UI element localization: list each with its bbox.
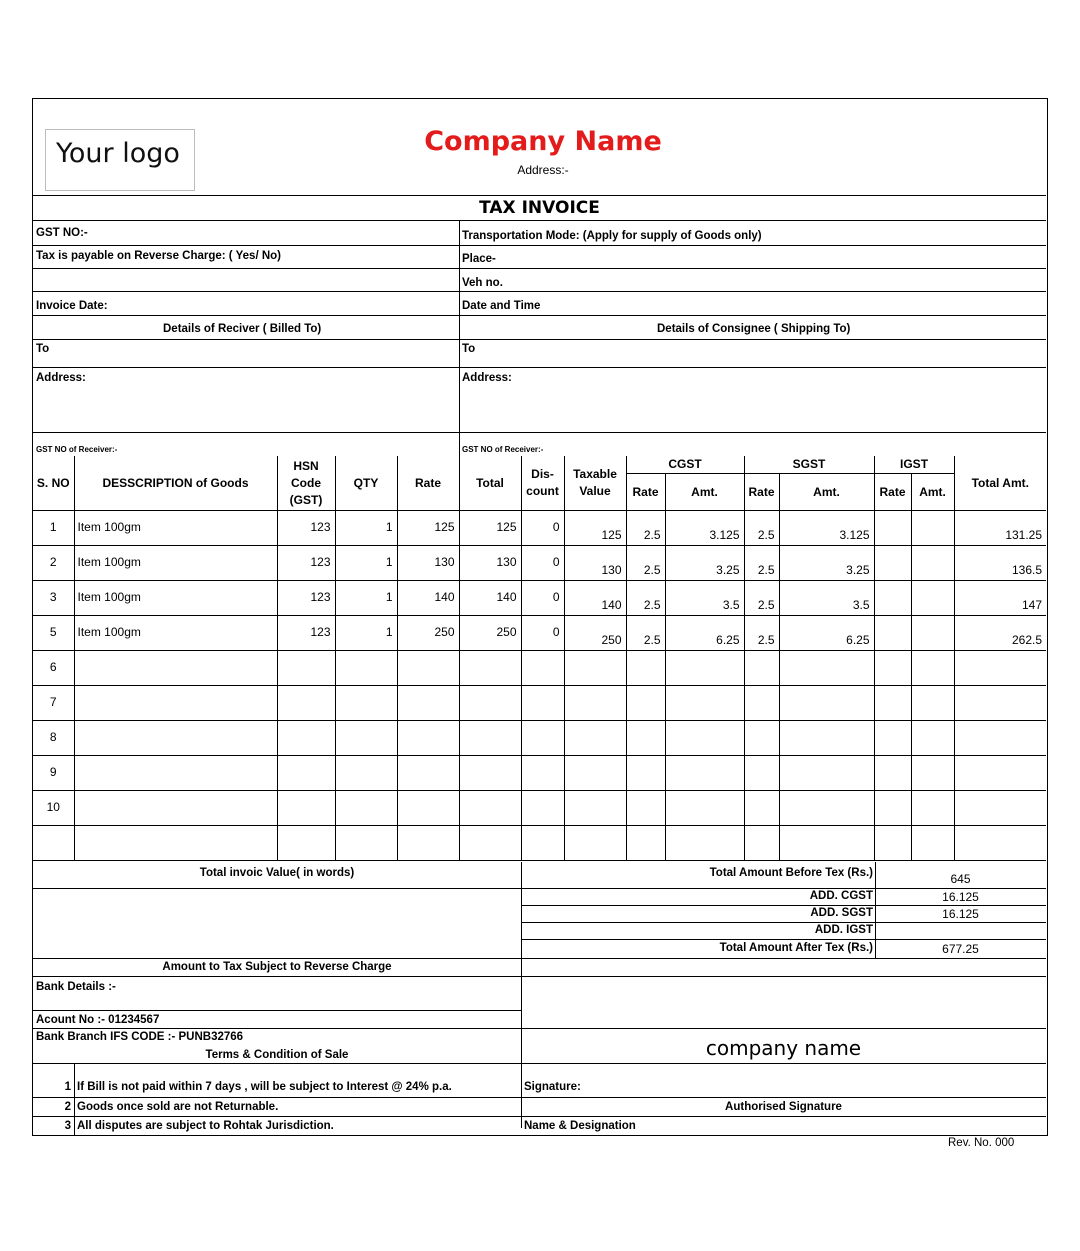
row-description [74,721,277,756]
row-sgst-rate: 2.5 [744,546,779,581]
before-tax-label: Total Amount Before Tex (Rs.) [709,867,873,879]
row-rate [397,791,459,826]
table-row [33,546,1046,581]
row-igst-rate [874,756,911,791]
row-qty [335,686,397,721]
account-no: Acount No :- 01234567 [36,1014,160,1026]
row-igst-amt [911,651,954,686]
row-taxable [564,756,626,791]
row-sno: 1 [33,511,74,546]
row-igst-amt [911,686,954,721]
row-total-amt: 131.25 [954,511,1046,546]
row-hsn: 123 [277,546,335,581]
logo-text: Your logo [56,138,180,169]
row-hsn: 123 [277,511,335,546]
signature-label: Signature: [524,1081,581,1093]
row-hsn [277,826,335,861]
row-cgst-amt [665,721,744,756]
company-name: Company Name [424,126,662,157]
row-sno: 5 [33,616,74,651]
row-total: 130 [459,546,521,581]
row-total [459,756,521,791]
table-row [33,826,1046,861]
row-cgst-rate: 2.5 [626,511,665,546]
row-total-amt [954,721,1046,756]
row-igst-rate [874,546,911,581]
to-left-label: To [36,343,50,355]
row-cgst-rate: 2.5 [626,546,665,581]
row-sno: 10 [33,791,74,826]
row-taxable [564,826,626,861]
col-sgst-amt: Amt. [779,474,874,511]
row-cgst-rate [626,686,665,721]
row-total: 125 [459,511,521,546]
revision-number: Rev. No. 000 [948,1137,1015,1149]
row-qty [335,651,397,686]
row-total-amt [954,826,1046,861]
invoice-sheet [32,98,1048,1136]
row-description [74,756,277,791]
col-description: DESSCRIPTION of Goods [74,456,277,511]
row-total-amt [954,651,1046,686]
consignee-heading: Details of Consignee ( Shipping To) [657,323,851,335]
row-discount [521,826,564,861]
term-text: Goods once sold are not Returnable. [77,1101,279,1113]
row-sgst-amt [779,756,874,791]
row-qty: 1 [335,546,397,581]
row-sgst-rate [744,826,779,861]
authorised-signature-label: Authorised Signature [725,1101,842,1113]
table-row [33,756,1046,791]
row-hsn [277,721,335,756]
after-tax-value: 677.25 [942,942,979,956]
row-total [459,651,521,686]
col-sgst: SGST [744,456,874,474]
col-igst-amt: Amt. [911,474,954,511]
row-sno: 8 [33,721,74,756]
row-igst-amt [911,546,954,581]
table-row [33,686,1046,721]
row-sgst-amt: 3.5 [779,581,874,616]
row-hsn [277,791,335,826]
row-total-amt: 136.5 [954,546,1046,581]
row-description [74,651,277,686]
row-qty [335,826,397,861]
reverse-charge-amount-label: Amount to Tax Subject to Reverse Charge [162,961,392,973]
row-total: 140 [459,581,521,616]
row-sno [33,826,74,861]
row-total-amt [954,686,1046,721]
row-sgst-amt [779,791,874,826]
row-hsn [277,651,335,686]
row-cgst-rate [626,791,665,826]
row-qty: 1 [335,616,397,651]
row-sgst-rate: 2.5 [744,616,779,651]
row-sgst-amt [779,826,874,861]
place-label: Place- [462,253,496,265]
ifs-code: Bank Branch IFS CODE :- PUNB32766 [36,1031,244,1043]
row-discount [521,721,564,756]
row-total [459,721,521,756]
row-taxable [564,651,626,686]
gst-no-label: GST NO:- [36,227,88,239]
col-sno: S. NO [33,456,74,511]
terms-heading: Terms & Condition of Sale [205,1049,349,1061]
signature-company-name: company name [705,1036,862,1060]
col-igst-rate: Rate [874,474,911,511]
row-description [74,686,277,721]
row-igst-rate [874,826,911,861]
row-cgst-amt: 6.25 [665,616,744,651]
table-row [33,651,1046,686]
row-sgst-amt: 6.25 [779,616,874,651]
row-total-amt [954,791,1046,826]
row-description: Item 100gm [74,546,277,581]
row-description [74,791,277,826]
bank-details-label: Bank Details :- [36,981,116,993]
transport-mode-label: Transportation Mode: (Apply for supply of Goods only) [462,230,762,242]
row-rate: 250 [397,616,459,651]
name-designation-label: Name & Designation [524,1120,636,1132]
address-right-label: Address: [462,372,512,384]
row-discount [521,791,564,826]
row-sno: 2 [33,546,74,581]
row-total-amt [954,756,1046,791]
row-hsn [277,756,335,791]
to-right-label: To [462,343,476,355]
row-hsn: 123 [277,581,335,616]
row-cgst-amt: 3.25 [665,546,744,581]
row-sno: 7 [33,686,74,721]
col-rate: Rate [397,456,459,511]
col-sgst-rate: Rate [744,474,779,511]
row-igst-amt [911,756,954,791]
row-cgst-amt [665,756,744,791]
date-time-label: Date and Time [462,300,541,312]
term-number: 2 [64,1101,71,1113]
row-rate [397,651,459,686]
row-igst-rate [874,616,911,651]
before-tax-value: 645 [950,872,971,886]
row-igst-amt [911,581,954,616]
col-igst: IGST [874,456,954,474]
sgst-label: ADD. SGST [810,907,873,919]
row-discount: 0 [521,546,564,581]
row-taxable: 140 [564,581,626,616]
address-left-label: Address: [36,372,86,384]
row-rate: 140 [397,581,459,616]
row-sgst-rate [744,721,779,756]
row-taxable: 250 [564,616,626,651]
table-row [33,616,1046,651]
row-description: Item 100gm [74,616,277,651]
row-cgst-rate: 2.5 [626,616,665,651]
row-rate [397,721,459,756]
row-sno: 3 [33,581,74,616]
col-total-amt: Total Amt. [954,456,1046,511]
row-igst-amt [911,721,954,756]
row-total [459,686,521,721]
row-sgst-rate [744,756,779,791]
table-row [33,511,1046,546]
row-rate [397,826,459,861]
col-total: Total [459,456,521,511]
row-qty: 1 [335,511,397,546]
row-cgst-amt: 3.125 [665,511,744,546]
row-igst-rate [874,581,911,616]
gst-receiver-left: GST NO of Receiver:- [36,445,118,454]
receiver-heading: Details of Reciver ( Billed To) [163,323,322,335]
row-discount [521,756,564,791]
row-sgst-rate [744,686,779,721]
veh-no-label: Veh no. [462,277,503,289]
row-discount: 0 [521,581,564,616]
row-sgst-amt [779,686,874,721]
row-sgst-rate [744,651,779,686]
row-taxable [564,791,626,826]
logo-placeholder [45,129,195,191]
row-total [459,791,521,826]
row-taxable [564,686,626,721]
row-total-amt: 262.5 [954,616,1046,651]
row-rate [397,686,459,721]
after-tax-label: Total Amount After Tex (Rs.) [719,942,873,954]
row-igst-amt [911,511,954,546]
row-sgst-amt [779,721,874,756]
row-total-amt: 147 [954,581,1046,616]
row-description [74,826,277,861]
row-cgst-amt [665,826,744,861]
row-cgst-rate [626,826,665,861]
row-qty: 1 [335,581,397,616]
row-qty [335,756,397,791]
term-text: All disputes are subject to Rohtak Jurisdiction. [77,1120,334,1132]
igst-label: ADD. IGST [814,924,873,936]
table-row [33,581,1046,616]
row-sgst-amt: 3.125 [779,511,874,546]
col-cgst-rate: Rate [626,474,665,511]
row-hsn [277,686,335,721]
term-number: 3 [64,1120,71,1132]
row-discount [521,651,564,686]
invoice-title: TAX INVOICE [33,196,1046,221]
col-discount: Dis-count [521,456,564,511]
row-igst-amt [911,791,954,826]
row-igst-rate [874,651,911,686]
row-qty [335,721,397,756]
row-igst-rate [874,721,911,756]
row-igst-rate [874,511,911,546]
row-igst-rate [874,686,911,721]
row-hsn: 123 [277,616,335,651]
col-qty: QTY [335,456,397,511]
sgst-value: 16.125 [942,907,979,921]
row-description: Item 100gm [74,581,277,616]
row-igst-rate [874,791,911,826]
row-total: 250 [459,616,521,651]
col-cgst-amt: Amt. [665,474,744,511]
row-description: Item 100gm [74,511,277,546]
row-cgst-amt: 3.5 [665,581,744,616]
invoice-date-label: Invoice Date: [36,300,108,312]
row-sgst-rate: 2.5 [744,511,779,546]
row-rate: 125 [397,511,459,546]
row-taxable [564,721,626,756]
table-row [33,791,1046,826]
row-sno: 9 [33,756,74,791]
row-sgst-amt [779,651,874,686]
row-cgst-amt [665,651,744,686]
row-discount: 0 [521,511,564,546]
row-cgst-amt [665,686,744,721]
row-discount: 0 [521,616,564,651]
row-cgst-rate [626,651,665,686]
row-cgst-rate: 2.5 [626,581,665,616]
col-taxable: Taxable Value [564,456,626,511]
row-qty [335,791,397,826]
cgst-label: ADD. CGST [809,890,873,902]
row-rate [397,756,459,791]
term-number: 1 [64,1081,71,1093]
company-address: Address:- [517,163,569,177]
row-cgst-rate [626,756,665,791]
row-total [459,826,521,861]
row-cgst-amt [665,791,744,826]
row-rate: 130 [397,546,459,581]
items-table [33,456,1046,861]
invoice-header [33,99,1046,196]
gst-receiver-right: GST NO of Receiver:- [462,445,544,454]
row-discount [521,686,564,721]
total-words-label: Total invoic Value( in words) [199,867,355,879]
row-sno: 6 [33,651,74,686]
row-sgst-rate: 2.5 [744,581,779,616]
row-igst-amt [911,616,954,651]
reverse-charge-label: Tax is payable on Reverse Charge: ( Yes/ No) [36,250,282,262]
row-taxable: 125 [564,511,626,546]
row-sgst-amt: 3.25 [779,546,874,581]
row-taxable: 130 [564,546,626,581]
table-row [33,721,1046,756]
col-hsn: HSN Code (GST) [277,456,335,511]
row-cgst-rate [626,721,665,756]
row-sgst-rate [744,791,779,826]
col-cgst: CGST [626,456,744,474]
term-text: If Bill is not paid within 7 days , will be subject to Interest @ 24% p.a. [77,1081,452,1093]
cgst-value: 16.125 [942,890,979,904]
row-igst-amt [911,826,954,861]
